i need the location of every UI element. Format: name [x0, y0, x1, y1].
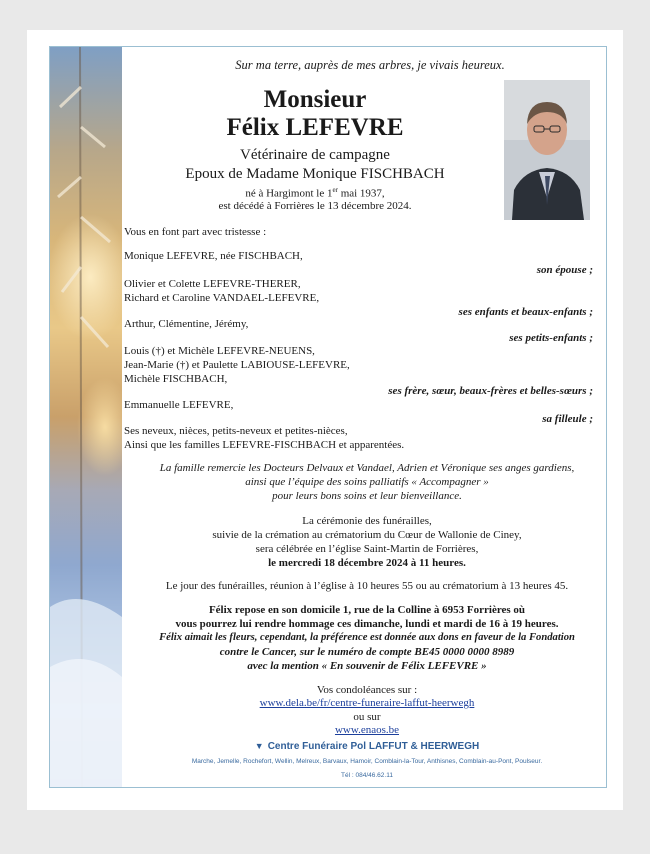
family-member: Arthur, Clémentine, Jérémy, [124, 318, 249, 330]
gathering-info: Le jour des funérailles, réunion à l’église à 10 heures 55 ou au crématorium à 13 heures 45. [165, 580, 569, 592]
condolences-or: ou sur [353, 711, 381, 723]
other-relatives: Ainsi que les familles LEFEVRE-FISCHBACH et apparentées. [124, 439, 405, 451]
condolences-link-dela[interactable]: www.dela.be/fr/centre-funeraire-laffut-heerwegh [259, 697, 475, 709]
flowers-line: contre le Cancer, sur le numéro de compte BE45 0000 0000 8989 [219, 646, 515, 658]
thanks-line: La famille remercie les Docteurs Delvaux et Vandael, Adrien et Véronique ses anges gardiens, [159, 462, 575, 474]
relation-label: ses frère, sœur, beaux-frères et belles-sœurs ; [388, 385, 593, 397]
announcement-intro: Vous en font part avec tristesse : [124, 226, 267, 238]
ceremony-line: sera célébrée en l’église Saint-Martin de Forrières, [255, 543, 479, 555]
relation-label: son épouse ; [536, 264, 593, 276]
portrait-photo [504, 80, 590, 220]
rest-line: Félix repose en son domicile 1, rue de la Colline à 6953 Forrières où [208, 604, 526, 616]
condolences-link-enaos[interactable]: www.enaos.be [334, 724, 400, 736]
funeral-home-brand [122, 741, 612, 752]
family-member: Jean-Marie (†) et Paulette LABIOUSE-LEFEVRE, [124, 359, 350, 371]
family-member: Michèle FISCHBACH, [124, 373, 228, 385]
funeral-home-locations: Marche, Jemelle, Rochefort, Wellin, Melreux, Barvaux, Hamoir, Comblain-la-Tour, Anthisnes, Comblain-au-Pont, Poulseur. [191, 758, 543, 765]
frosted-tree-illustration [50, 47, 122, 787]
spouse-line: Epoux de Madame Monique FISCHBACH [185, 166, 445, 182]
birth-line: né à Hargimont le 1er mai 1937, [245, 186, 385, 200]
family-member: Louis (†) et Michèle LEFEVRE-NEUENS, [124, 345, 315, 357]
ceremony-date: le mercredi 18 décembre 2024 à 11 heures. [268, 557, 466, 569]
funeral-home-phone: Tél : 084/46.62.11 [341, 772, 393, 779]
flowers-line: avec la mention « En souvenir de Félix LEFEVRE » [247, 660, 487, 672]
rest-line: vous pourrez lui rendre hommage ces dimanche, lundi et mardi de 16 à 19 heures. [175, 618, 559, 630]
funeral-home-name: Centre Funéraire Pol LAFFUT & HEERWEGH [267, 741, 480, 752]
death-line: est décédé à Forrières le 13 décembre 2024. [218, 200, 412, 212]
ceremony-line: suivie de la crémation au crématorium du Cœur de Wallonie de Ciney, [212, 529, 522, 541]
thanks-line: ainsi que l’équipe des soins palliatifs « Accompagner » [245, 476, 489, 488]
profession: Vétérinaire de campagne [240, 147, 390, 163]
down-triangle-icon: ▼ [254, 741, 264, 751]
family-member: Monique LEFEVRE, née FISCHBACH, [124, 250, 303, 262]
relation-label: ses enfants et beaux-enfants ; [458, 306, 593, 318]
relation-label: ses petits-enfants ; [509, 332, 593, 344]
family-member: Emmanuelle LEFEVRE, [124, 399, 234, 411]
relation-label: sa filleule ; [542, 413, 593, 425]
other-relatives: Ses neveux, nièces, petits-neveux et petites-nièces, [124, 425, 348, 437]
condolences-link-wrap [122, 724, 612, 736]
ceremony-line: La cérémonie des funérailles, [302, 515, 432, 527]
family-member: Olivier et Colette LEFEVRE-THERER, [124, 278, 301, 290]
winter-landscape-image [50, 47, 122, 787]
condolences-label: Vos condoléances sur : [316, 684, 418, 696]
thanks-line: pour leurs bons soins et leur bienveillance. [272, 490, 462, 502]
flowers-line: Félix aimait les fleurs, cependant, la préférence est donnée aux dons en faveur de la Fondation [159, 632, 575, 643]
epigraph: Sur ma terre, auprès de mes arbres, je vivais heureux. [235, 58, 505, 72]
deceased-name: Félix LEFEVRE [226, 114, 404, 141]
condolences-link-wrap [122, 697, 612, 709]
honorific: Monsieur [263, 86, 367, 113]
family-member: Richard et Caroline VANDAEL-LEFEVRE, [124, 292, 320, 304]
